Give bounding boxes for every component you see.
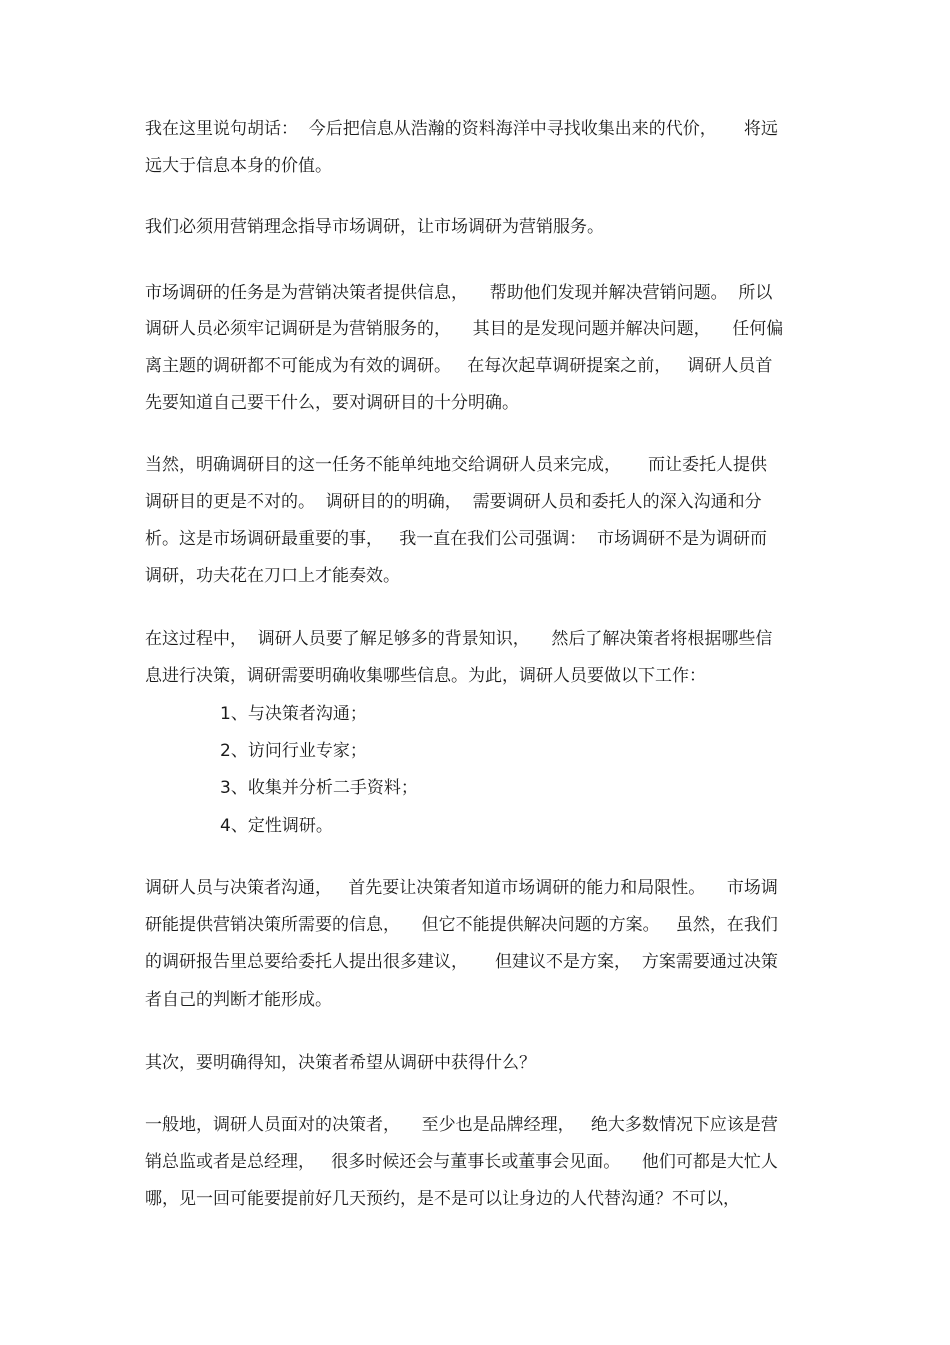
text-line: 哪，见一回可能要提前好几天预约，是不是可以让身边的人代替沟通？不可以， (145, 1189, 740, 1209)
text-line: 远大于信息本身的价值。 (145, 156, 332, 176)
text-line: 的调研报告里总要给委托人提出很多建议， 但建议不是方案， 方案需要通过决策 (145, 952, 778, 972)
text-line: 我在这里说句胡话： 今后把信息从浩瀚的资料海洋中寻找收集出来的代价， 将远 (145, 119, 778, 139)
text-line: 先要知道自己要干什么，要对调研目的十分明确。 (145, 393, 519, 413)
text-line: 析。这是市场调研最重要的事， 我一直在我们公司强调： 市场调研不是为调研而 (145, 529, 768, 549)
text-line: 其次，要明确得知，决策者希望从调研中获得什么？ (145, 1053, 536, 1073)
text-line: 离主题的调研都不可能成为有效的调研。 在每次起草调研提案之前， 调研人员首 (145, 356, 773, 376)
list-item: 1、与决策者沟通； (220, 704, 367, 724)
text-line: 调研人员与决策者沟通， 首先要让决策者知道市场调研的能力和局限性。 市场调 (145, 878, 778, 898)
list-item: 4、定性调研。 (220, 816, 333, 836)
text-line: 调研，功夫花在刀口上才能奏效。 (145, 566, 400, 586)
text-line: 研能提供营销决策所需要的信息， 但它不能提供解决问题的方案。 虽然，在我们 (145, 915, 778, 935)
text-line: 息进行决策，调研需要明确收集哪些信息。为此，调研人员要做以下工作： (145, 666, 706, 686)
list-item: 3、收集并分析二手资料； (220, 778, 418, 798)
text-line: 市场调研的任务是为营销决策者提供信息， 帮助他们发现并解决营销问题。 所以 (145, 283, 773, 303)
text-line: 我们必须用营销理念指导市场调研，让市场调研为营销服务。 (145, 217, 604, 237)
text-line: 者自己的判断才能形成。 (145, 990, 332, 1010)
text-line: 调研人员必须牢记调研是为营销服务的， 其目的是发现问题并解决问题， 任何偏 (145, 319, 784, 339)
text-line: 一般地，调研人员面对的决策者， 至少也是品牌经理， 绝大多数情况下应该是营 (145, 1115, 778, 1135)
list-item: 2、访问行业专家； (220, 741, 367, 761)
text-line: 当然，明确调研目的这一任务不能单纯地交给调研人员来完成， 而让委托人提供 (145, 455, 768, 475)
text-line: 在这过程中， 调研人员要了解足够多的背景知识， 然后了解决策者将根据哪些信 (145, 629, 773, 649)
text-line: 调研目的更是不对的。 调研目的的明确， 需要调研人员和委托人的深入沟通和分 (145, 492, 762, 512)
text-line: 销总监或者是总经理， 很多时候还会与董事长或董事会见面。 他们可都是大忙人 (145, 1152, 778, 1172)
